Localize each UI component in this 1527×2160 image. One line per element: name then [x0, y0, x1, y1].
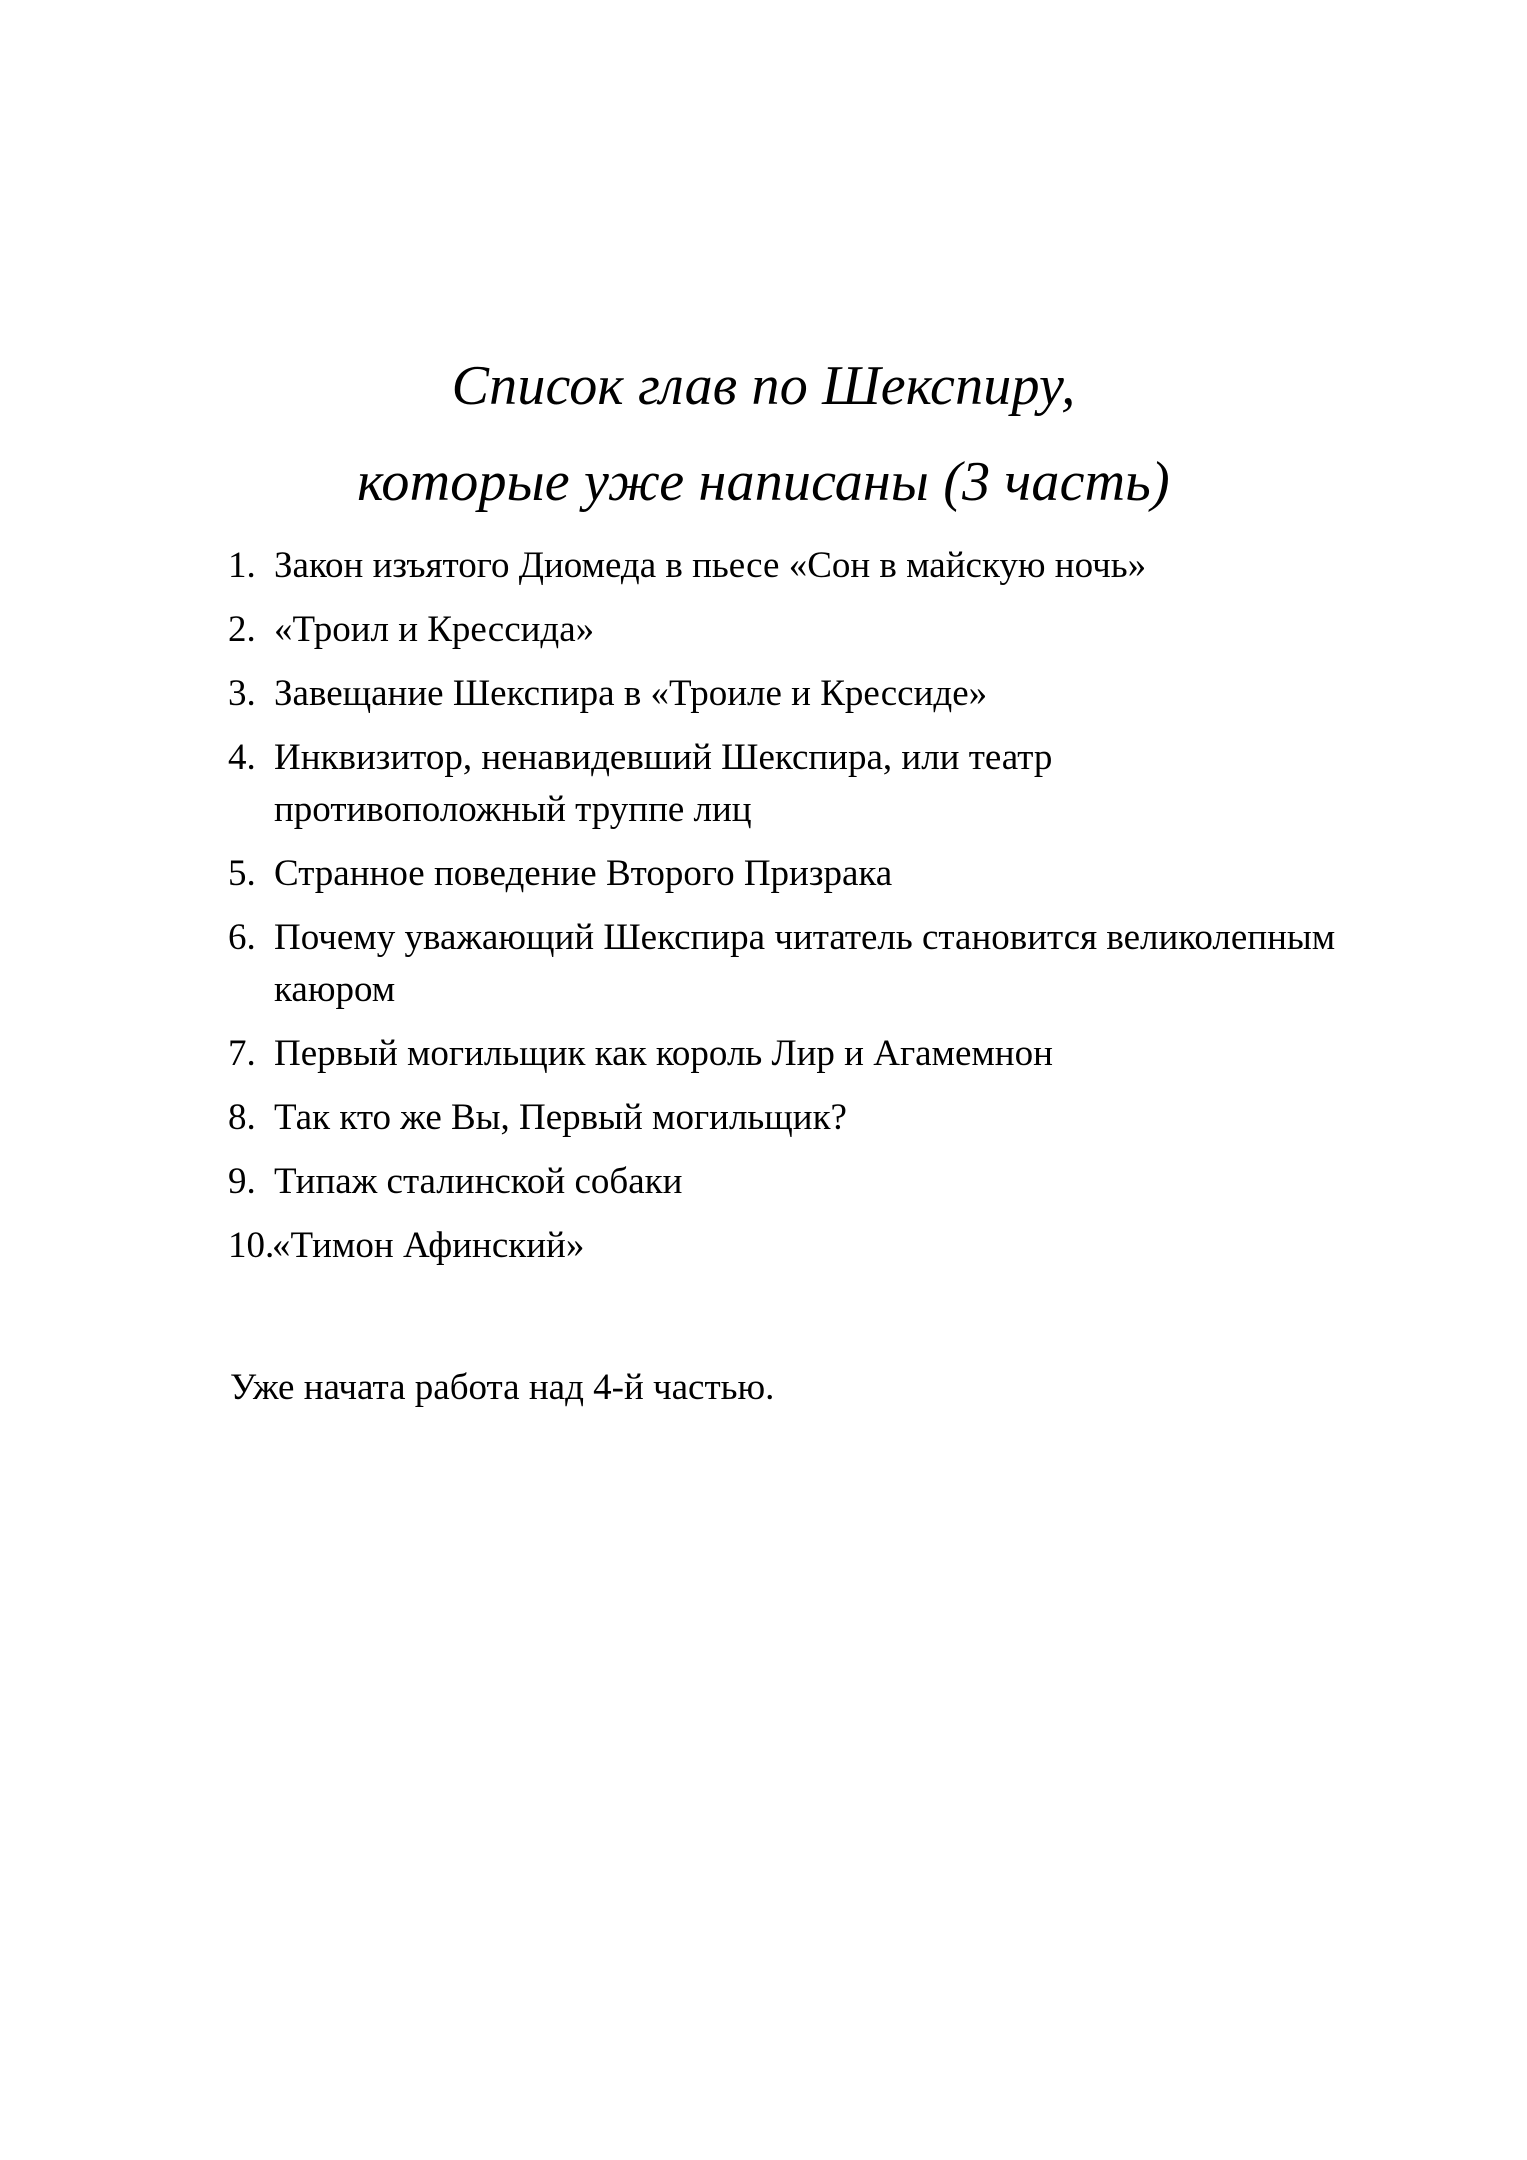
list-item-text: Инквизитор, ненавидевший Шекспира, или театр противоположный труппе лиц — [274, 737, 1053, 830]
list-item-text: Странное поведение Второго Призрака — [274, 853, 893, 894]
list-item — [228, 540, 1348, 592]
closing-note: Уже начата работа над 4-й частью. — [230, 1367, 775, 1408]
list-item — [228, 732, 1348, 836]
page-title-line-1: Список глав по Шекспиру, — [451, 354, 1076, 417]
list-item-number: 9. — [228, 1161, 256, 1202]
list-item-text: «Троил и Крессида» — [274, 609, 595, 650]
list-item — [228, 1028, 1348, 1080]
list-item — [228, 848, 1348, 900]
chapter-list — [228, 540, 1348, 1284]
list-item-text: Завещание Шекспира в «Троиле и Крессиде» — [274, 673, 988, 714]
list-item-text: Почему уважающий Шекспира читатель становится великолепным каюром — [274, 917, 1336, 1010]
list-item — [228, 1092, 1348, 1144]
list-item-number: 8. — [228, 1097, 256, 1138]
list-item-text: Так кто же Вы, Первый могильщик? — [274, 1097, 847, 1138]
list-item — [228, 912, 1348, 1016]
list-item-number: 5. — [228, 853, 256, 894]
list-item-number: 3. — [228, 673, 256, 714]
page-title — [0, 338, 1527, 530]
list-item-text: Закон изъятого Диомеда в пьесе «Сон в майскую ночь» — [274, 545, 1147, 586]
list-item-number: 1. — [228, 545, 256, 586]
list-item-number: 6. — [228, 917, 256, 958]
list-item — [228, 668, 1348, 720]
list-item-number: 4. — [228, 737, 256, 778]
list-item — [228, 1220, 1348, 1272]
list-item-number: 2. — [228, 609, 256, 650]
list-item — [228, 604, 1348, 656]
list-item-text: «Тимон Афинский» — [272, 1225, 585, 1266]
list-item-number: 10. — [228, 1225, 275, 1266]
list-item-text: Первый могильщик как король Лир и Агамемнон — [274, 1033, 1053, 1074]
page-title-line-2: которые уже написаны (3 часть) — [357, 450, 1170, 513]
list-item-number: 7. — [228, 1033, 256, 1074]
list-item — [228, 1156, 1348, 1208]
list-item-text: Типаж сталинской собаки — [274, 1161, 683, 1202]
